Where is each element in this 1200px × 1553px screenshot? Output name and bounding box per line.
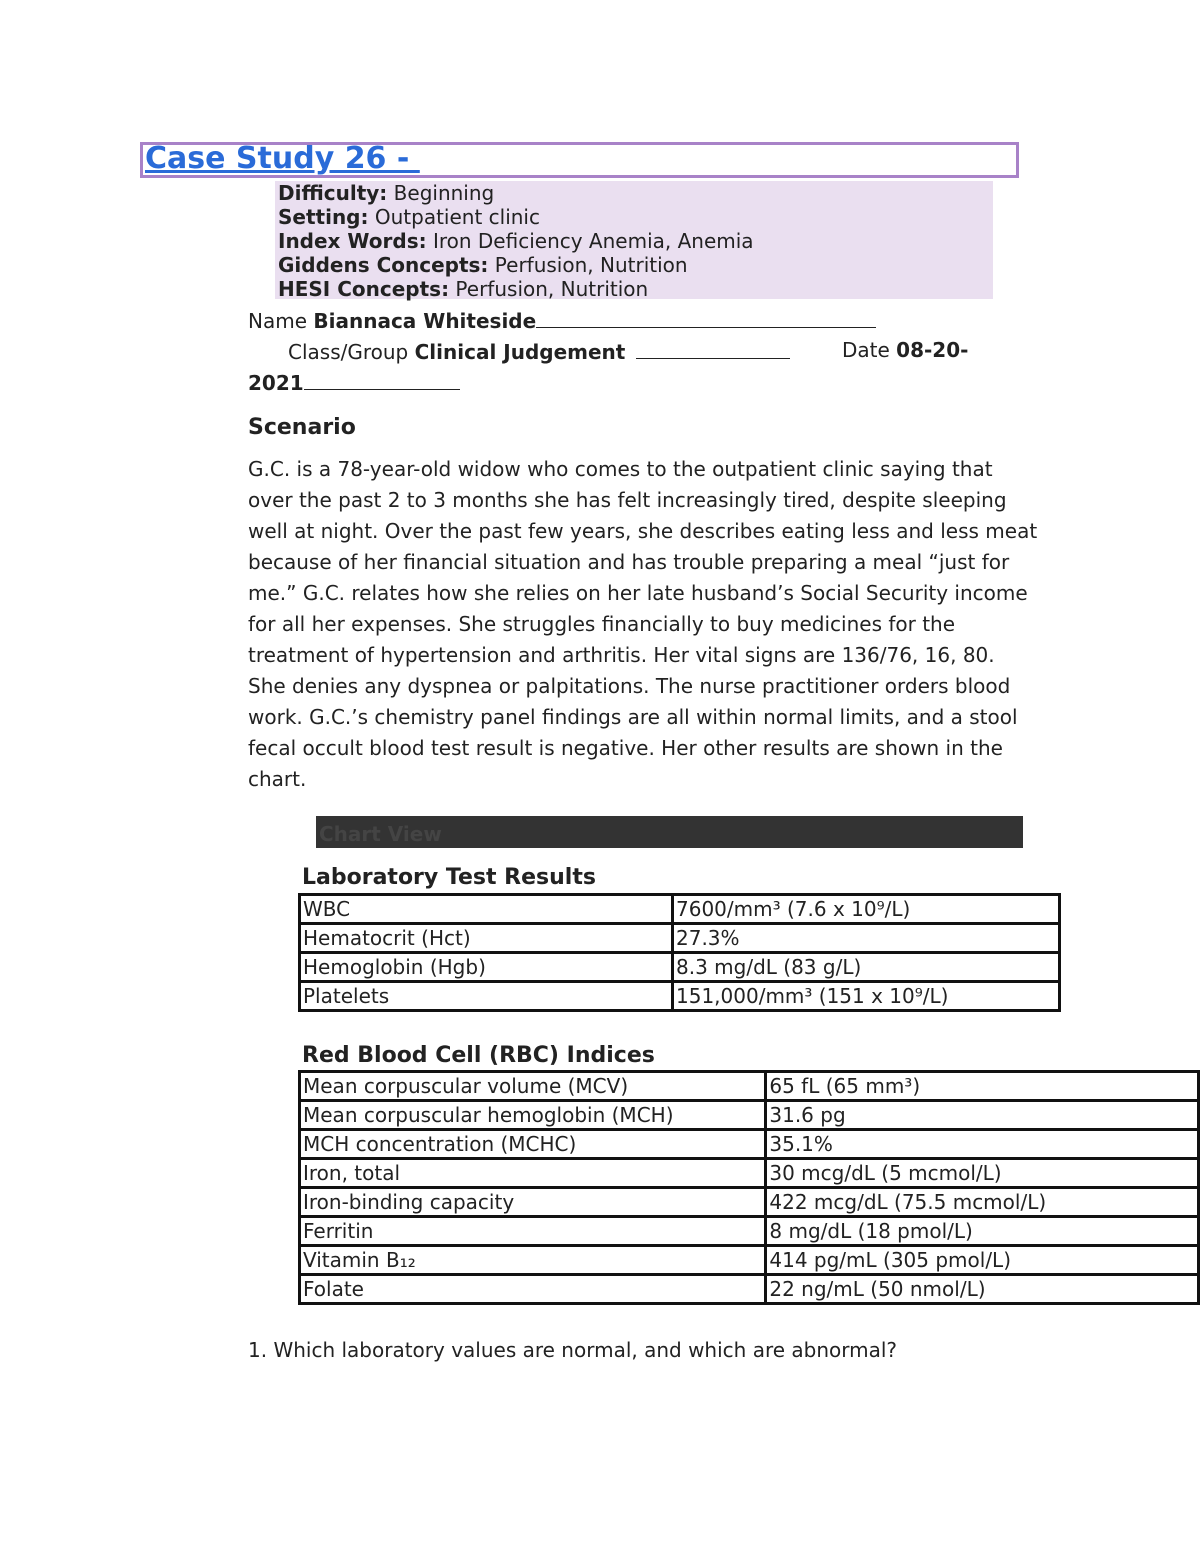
hesi-line — [278, 277, 993, 301]
rbc-test-name: Iron, total — [300, 1159, 766, 1188]
scenario-text: G.C. is a 78-year-old widow who comes to the outpatient clinic saying that over the past 2 to 3 months she has felt increasingly tired, despite sleeping well at night. Over the past few years, she describes eating less and less meat because of her financial situation and has trouble preparing a meal “just for me.” G.C. relates how she relies on her late husband’s Social Security income for all her expenses. She struggles financially to buy medicines for the treatment of hypertension and arthritis. Her vital signs are 136/76, 16, 80. She denies any dyspnea or palpitations. The nurse practitioner orders blood work. G.C.’s chemistry panel findings are all within normal limits, and a stool fecal occult blood test result is negative. Her other results are shown in the chart. — [248, 457, 1038, 791]
lab-test-name: Hematocrit (Hct) — [300, 924, 673, 953]
lab-test-value: 8.3 mg/dL (83 g/L) — [673, 953, 1060, 982]
question-1: 1. Which laboratory values are normal, and which are abnormal? — [248, 1338, 898, 1362]
rbc-test-name: Iron-binding capacity — [300, 1188, 766, 1217]
class-line — [288, 338, 790, 364]
rbc-test-name: MCH concentration (MCHC) — [300, 1130, 766, 1159]
table-row — [300, 1072, 1199, 1101]
rbc-test-value: 30 mcg/dL (5 mcmol/L) — [766, 1159, 1199, 1188]
table-row — [300, 1217, 1199, 1246]
giddens-line — [278, 253, 993, 277]
table-row — [300, 1246, 1199, 1275]
index-words-line — [278, 229, 993, 253]
rbc-test-name: Mean corpuscular volume (MCV) — [300, 1072, 766, 1101]
class-underline — [636, 338, 790, 359]
lab-test-value: 7600/mm³ (7.6 x 10⁹/L) — [673, 895, 1060, 924]
date-underline — [304, 369, 460, 390]
lab-test-value: 151,000/mm³ (151 x 10⁹/L) — [673, 982, 1060, 1011]
hesi-label: HESI Concepts: — [278, 277, 450, 301]
date-value-part2[interactable]: 2021 — [248, 371, 304, 395]
hesi-value: Perfusion, Nutrition — [449, 277, 649, 301]
setting-line — [278, 205, 993, 229]
student-name[interactable]: Biannaca Whiteside — [313, 309, 537, 333]
rbc-test-name: Vitamin B₁₂ — [300, 1246, 766, 1275]
rbc-test-value: 65 fL (65 mm³) — [766, 1072, 1199, 1101]
rbc-indices-heading: Red Blood Cell (RBC) Indices — [302, 1043, 655, 1068]
date-value-part1[interactable]: 08-20- — [896, 338, 969, 362]
table-row — [300, 1101, 1199, 1130]
rbc-test-value: 414 pg/mL (305 pmol/L) — [766, 1246, 1199, 1275]
rbc-test-value: 8 mg/dL (18 pmol/L) — [766, 1217, 1199, 1246]
lab-test-name: Platelets — [300, 982, 673, 1011]
case-meta — [275, 181, 993, 299]
rbc-test-name: Mean corpuscular hemoglobin (MCH) — [300, 1101, 766, 1130]
table-row — [300, 1275, 1199, 1304]
lab-test-value: 27.3% — [673, 924, 1060, 953]
index-words-value: Iron Deficiency Anemia, Anemia — [426, 229, 754, 253]
lab-test-name: WBC — [300, 895, 673, 924]
scenario-heading: Scenario — [248, 415, 356, 440]
date-line-continued — [248, 369, 460, 395]
name-line — [248, 307, 876, 333]
lab-test-name: Hemoglobin (Hgb) — [300, 953, 673, 982]
table-row — [300, 953, 1060, 982]
title-box — [140, 142, 1019, 178]
giddens-label: Giddens Concepts: — [278, 253, 489, 277]
table-row — [300, 1130, 1199, 1159]
case-study-title[interactable]: Case Study 26 - — [145, 141, 420, 176]
table-row — [300, 982, 1060, 1011]
table-row — [300, 895, 1060, 924]
table-row — [300, 1188, 1199, 1217]
chart-view-label: Chart View — [319, 822, 442, 846]
difficulty-label: Difficulty: — [278, 181, 388, 205]
rbc-test-name: Ferritin — [300, 1217, 766, 1246]
table-row — [300, 1159, 1199, 1188]
rbc-test-value: 22 ng/mL (50 nmol/L) — [766, 1275, 1199, 1304]
date-line — [842, 338, 968, 362]
setting-value: Outpatient clinic — [368, 205, 540, 229]
name-label: Name — [248, 309, 314, 333]
rbc-indices-table — [298, 1070, 1200, 1305]
lab-results-table — [298, 893, 1061, 1012]
table-row — [300, 924, 1060, 953]
index-words-label: Index Words: — [278, 229, 427, 253]
difficulty-value: Beginning — [387, 181, 495, 205]
chart-view-bar[interactable] — [316, 816, 1023, 848]
rbc-test-value: 422 mcg/dL (75.5 mcmol/L) — [766, 1188, 1199, 1217]
class-value[interactable]: Clinical Judgement — [414, 340, 626, 364]
setting-label: Setting: — [278, 205, 369, 229]
rbc-test-name: Folate — [300, 1275, 766, 1304]
rbc-test-value: 35.1% — [766, 1130, 1199, 1159]
difficulty-line — [278, 181, 993, 205]
rbc-test-value: 31.6 pg — [766, 1101, 1199, 1130]
date-label: Date — [842, 338, 897, 362]
class-label: Class/Group — [288, 340, 415, 364]
giddens-value: Perfusion, Nutrition — [488, 253, 688, 277]
name-underline — [536, 307, 876, 328]
lab-results-heading: Laboratory Test Results — [302, 865, 596, 890]
